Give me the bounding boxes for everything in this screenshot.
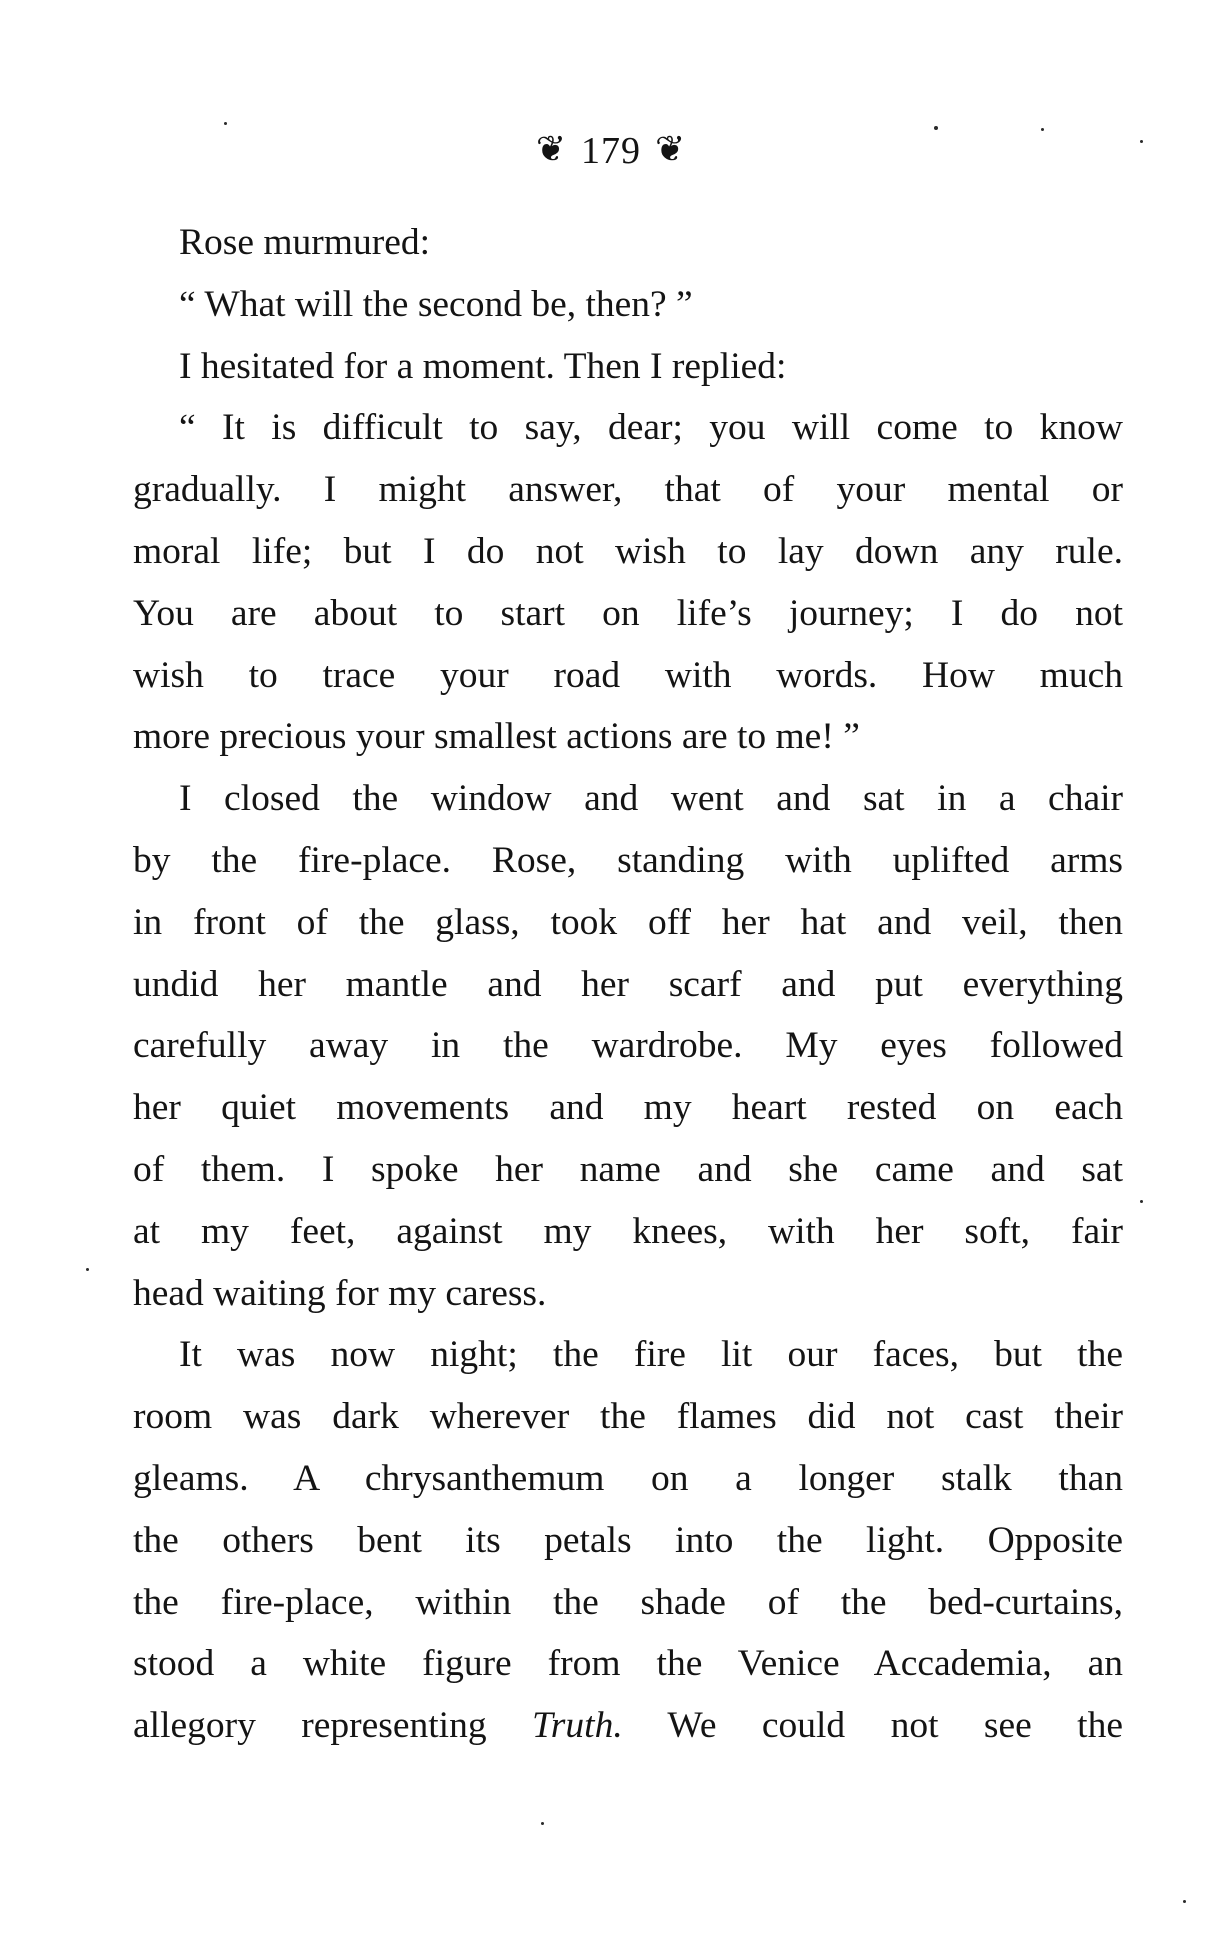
- scan-speck: [1140, 1200, 1143, 1203]
- scan-speck: [934, 126, 938, 130]
- fleuron-left-icon: ❦: [535, 129, 567, 169]
- body-text: [133, 212, 1123, 1757]
- text-line: Rose murmured:: [179, 222, 431, 263]
- text-line: moral life; but I do not wish to lay down any rule.: [133, 530, 1123, 572]
- text-line: gleams. A chrysanthemum on a longer stalk than: [133, 1457, 1123, 1499]
- text-line: her quiet movements and my heart rested on each: [133, 1087, 1123, 1129]
- scan-speck: [1041, 128, 1044, 131]
- text-line: room was dark wherever the flames did not cast their: [133, 1396, 1123, 1438]
- scan-speck: [541, 1822, 544, 1825]
- text-line: of them. I spoke her name and she came and sat: [133, 1148, 1123, 1190]
- text-line: It was now night; the fire lit our faces, but the: [179, 1334, 1123, 1376]
- text-line: gradually. I might answer, that of your mental or: [133, 469, 1123, 511]
- scan-speck: [1140, 140, 1143, 143]
- text-line: undid her mantle and her scarf and put everything: [133, 963, 1123, 1005]
- text-line: “ It is difficult to say, dear; you will come to know: [179, 407, 1123, 449]
- text-line: by the fire-place. Rose, standing with uplifted arms: [133, 839, 1123, 881]
- text-line: more precious your smallest actions are to me! ”: [133, 716, 860, 758]
- text-line: at my feet, against my knees, with her soft, fair: [133, 1210, 1123, 1252]
- text-line: I closed the window and went and sat in a chair: [179, 778, 1123, 820]
- scan-speck: [224, 122, 227, 125]
- italic-word: Truth.: [532, 1705, 623, 1747]
- text-line: “ What will the second be, then? ”: [179, 283, 693, 325]
- text-fragment: We could not see the: [622, 1705, 1123, 1747]
- text-line: You are about to start on life’s journey; I do not: [133, 592, 1123, 634]
- fleuron-right-icon: ❦: [655, 129, 687, 169]
- text-fragment: allegory representing: [133, 1705, 533, 1747]
- text-line: the fire-place, within the shade of the bed-curtains,: [133, 1581, 1123, 1623]
- scan-speck: [1183, 1900, 1186, 1903]
- text-line: head waiting for my caress.: [133, 1272, 547, 1314]
- scan-speck: [86, 1268, 89, 1271]
- text-line: stood a white figure from the Venice Accademia, an: [133, 1643, 1123, 1685]
- text-line-last: [133, 1695, 1123, 1757]
- text-line: I hesitated for a moment. Then I replied:: [179, 345, 787, 387]
- text-line: in front of the glass, took off her hat and veil, then: [133, 901, 1123, 943]
- page-number: 179: [581, 130, 641, 172]
- text-line: carefully away in the wardrobe. My eyes followed: [133, 1025, 1123, 1067]
- page-header: [0, 118, 1222, 182]
- text-line: wish to trace your road with words. How much: [133, 654, 1123, 696]
- text-line: the others bent its petals into the light. Opposite: [133, 1519, 1123, 1561]
